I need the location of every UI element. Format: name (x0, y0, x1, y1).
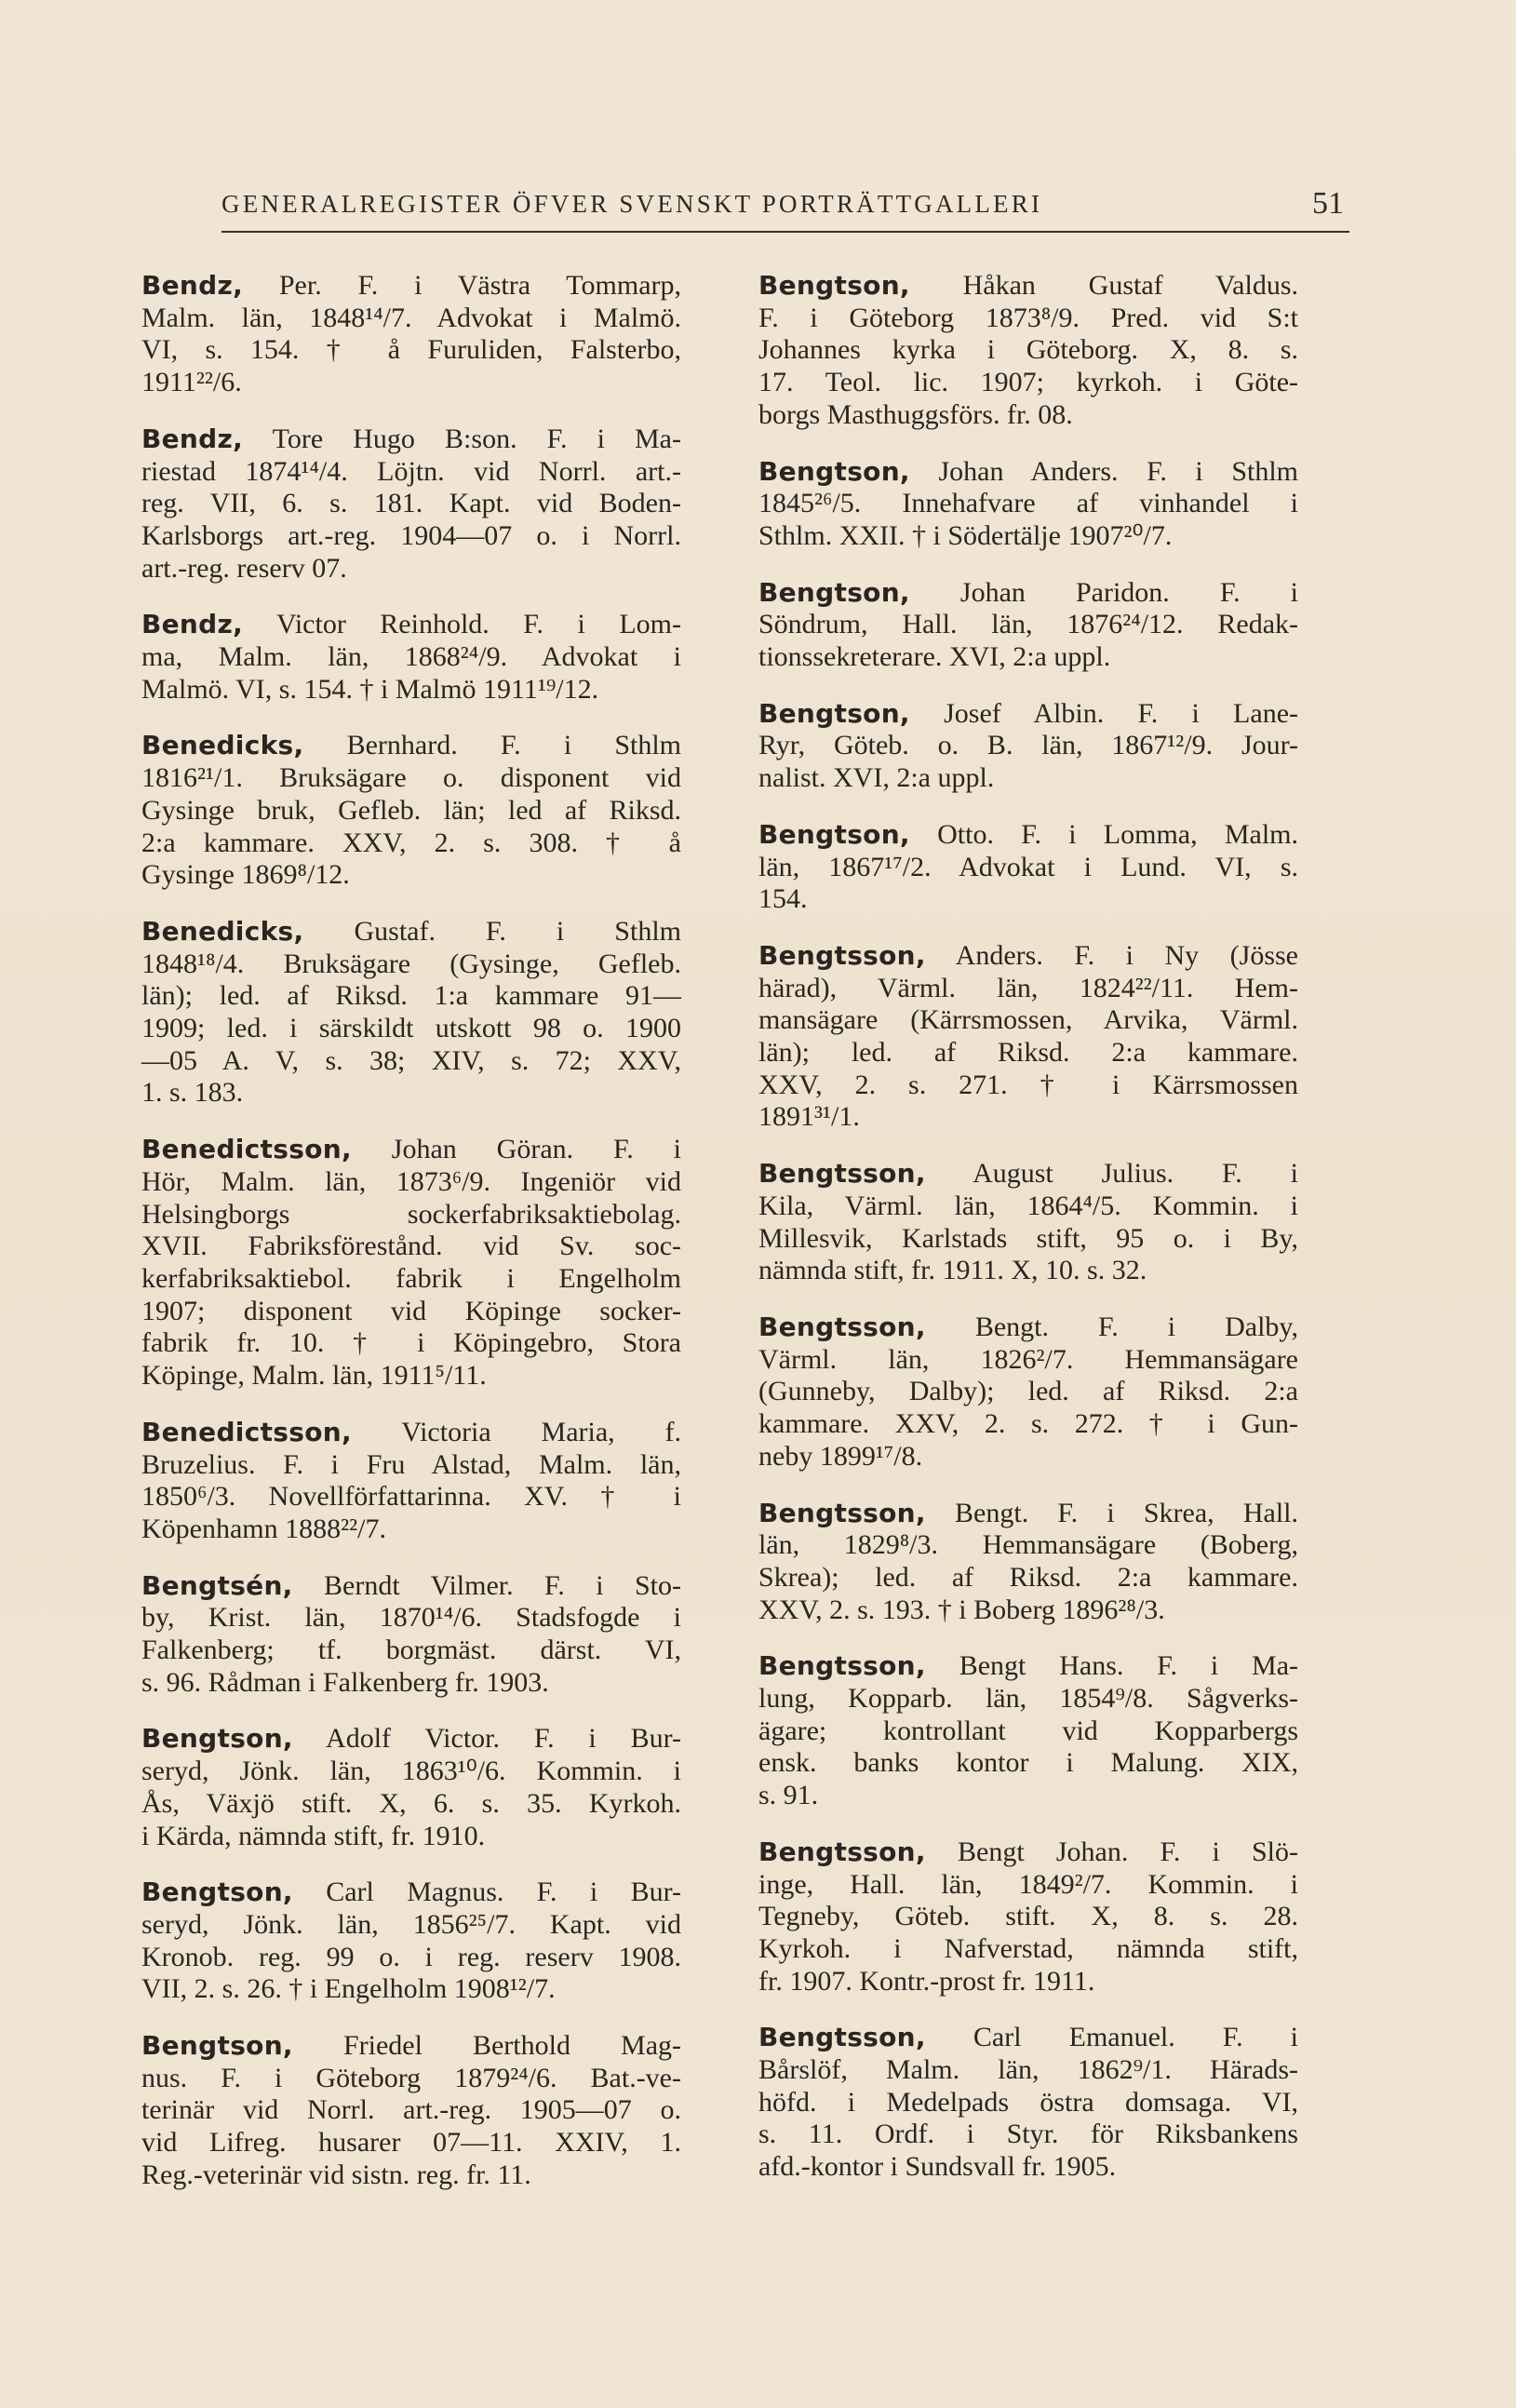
register-entry (141, 730, 681, 892)
entry-text: Bengt. F. i Dalby, (974, 1311, 1298, 1342)
entry-line: by, Krist. län, 1870¹⁴/6. Stadsfogde i (141, 1602, 681, 1634)
entry-line: ensk. banks kontor i Malung. XIX, (758, 1747, 1298, 1779)
entry-first-line (141, 916, 681, 948)
entry-first-line (141, 1877, 681, 1909)
entry-line: 1816²¹/1. Bruksägare o. disponent vid (141, 762, 681, 794)
register-entry (141, 1877, 681, 2006)
entry-text: Adolf Victor. F. i Bur- (326, 1723, 681, 1755)
entry-text: Per. F. i Västra Tommarp, (278, 270, 682, 301)
entry-line: 1845²⁶/5. Innehafvare af vinhandel i (758, 488, 1298, 519)
entry-line: Bruzelius. F. i Fru Alstad, Malm. län, (141, 1448, 681, 1480)
entry-line: Ryr, Göteb. o. B. län, 1867¹²/9. Jour- (758, 730, 1298, 761)
entry-text: Bengt Hans. F. i Ma- (959, 1650, 1299, 1682)
entry-line: i Kärda, nämnda stift, fr. 1910. (141, 1820, 486, 1851)
register-entry (758, 698, 1298, 795)
entry-first-line (758, 270, 1298, 303)
register-entry (141, 609, 681, 706)
entry-first-line (758, 456, 1298, 489)
entry-line: Gysinge 1869⁸/12. (141, 859, 350, 891)
entry-line: 1907; disponent vid Köpinge socker- (141, 1295, 681, 1326)
entry-first-line (758, 2022, 1298, 2054)
entry-line: Söndrum, Hall. län, 1876²⁴/12. Redak- (758, 609, 1298, 640)
entry-line: län); led. af Riksd. 1:a kammare 91— (141, 980, 681, 1012)
register-entry (758, 1312, 1298, 1473)
entry-surname: Bengtson, (141, 1877, 293, 1908)
entry-line: Karlsborgs art.-reg. 1904—07 o. i Norrl. (141, 519, 681, 551)
entry-line: seryd, Jönk. län, 1863¹⁰/6. Kommin. i (141, 1756, 681, 1787)
entry-line: Köpinge, Malm. län, 1911⁵/11. (141, 1360, 487, 1392)
header-title: GENERALREGISTER ÖFVER SVENSKT PORTRÄTTGALLERI (221, 190, 1043, 218)
register-entry (758, 1650, 1298, 1812)
entry-line: 2:a kammare. XXV, 2. s. 308. † å (141, 827, 681, 858)
register-entry (758, 270, 1298, 432)
entry-line: riestad 1874¹⁴/4. Löjtn. vid Norrl. art.- (141, 455, 681, 487)
entry-line: s. 91. (758, 1780, 819, 1811)
entry-text: Friedel Berthold Mag- (342, 2030, 681, 2062)
entry-line: 1. s. 183. (141, 1077, 244, 1109)
entry-surname: Bendz, (141, 270, 244, 301)
entry-first-line (141, 609, 681, 641)
entry-surname: Benedicks, (141, 915, 304, 947)
register-entry (141, 424, 681, 585)
entry-text: Bernhard. F. i Sthlm (346, 730, 682, 761)
entry-line: vid Lifreg. husarer 07—11. XXIV, 1. (141, 2127, 681, 2159)
register-entry (758, 940, 1298, 1134)
entry-line: terinär vid Norrl. art.-reg. 1905—07 o. (141, 2094, 681, 2126)
entry-line: mansägare (Kärrsmossen, Arvika, Värml. (758, 1004, 1298, 1036)
entry-text: Anders. F. i Ny (Jösse (955, 939, 1298, 971)
register-entry (141, 1723, 681, 1852)
entry-line: art.-reg. reserv 07. (141, 552, 347, 584)
entry-surname: Bendz, (141, 609, 244, 640)
entry-line: s. 11. Ordf. i Styr. för Riksbankens (758, 2119, 1298, 2150)
right-column (758, 270, 1298, 2184)
entry-text: August Julius. F. i (973, 1158, 1298, 1190)
entry-line: inge, Hall. län, 1849²/7. Kommin. i (758, 1868, 1298, 1900)
entry-first-line (758, 819, 1298, 852)
entry-surname: Benedictsson, (141, 1416, 352, 1447)
register-entry (758, 456, 1298, 553)
entry-line: Ås, Växjö stift. X, 6. s. 35. Kyrkoh. (141, 1787, 681, 1819)
entry-text: Håkan Gustaf Valdus. (962, 270, 1299, 301)
entry-surname: Bengtson, (758, 270, 910, 301)
entry-line: 154. (758, 883, 808, 915)
register-entry (141, 270, 681, 399)
entry-line: län); led. af Riksd. 2:a kammare. (758, 1037, 1298, 1069)
register-entry (758, 1836, 1298, 1998)
entry-line: borgs Masthuggsförs. fr. 08. (758, 398, 1073, 430)
entry-first-line (758, 1836, 1298, 1869)
entry-first-line (758, 1158, 1298, 1191)
entry-line: Skrea); led. af Riksd. 2:a kammare. (758, 1561, 1298, 1593)
entry-line: nalist. XVI, 2:a uppl. (758, 762, 995, 794)
entry-line: ägare; kontrollant vid Kopparbergs (758, 1715, 1298, 1746)
register-entry (758, 1158, 1298, 1287)
register-entry (141, 1570, 681, 1700)
entry-text: Victoria Maria, f. (401, 1416, 681, 1447)
entry-line: Sthlm. XXII. † i Södertälje 1907²⁰/7. (758, 519, 1173, 551)
entry-first-line (758, 1650, 1298, 1683)
entry-line: nus. F. i Göteborg 1879²⁴/6. Bat.-ve- (141, 2062, 681, 2093)
entry-line: seryd, Jönk. län, 1856²⁵/7. Kapt. vid (141, 1908, 681, 1940)
entry-line: tionssekreterare. XVI, 2:a uppl. (758, 641, 1111, 673)
entry-surname: Benedictsson, (141, 1134, 352, 1165)
entry-line: 1891³¹/1. (758, 1101, 860, 1133)
entry-first-line (141, 2030, 681, 2063)
entry-line: Gysinge bruk, Gefleb. län; led af Riksd. (141, 794, 681, 826)
entry-first-line (141, 424, 681, 456)
entry-line: Kyrkoh. i Nafverstad, nämnda stift, (758, 1932, 1298, 1964)
entry-line: nämnda stift, fr. 1911. X, 10. s. 32. (758, 1255, 1147, 1286)
entry-line: 17. Teol. lic. 1907; kyrkoh. i Göte- (758, 367, 1298, 398)
entry-line: Millesvik, Karlstads stift, 95 o. i By, (758, 1222, 1298, 1254)
entry-surname: Bengtson, (758, 697, 910, 729)
entry-line: Malmö. VI, s. 154. † i Malmö 1911¹⁹/12. (141, 673, 599, 705)
entry-line: reg. VII, 6. s. 181. Kapt. vid Boden- (141, 488, 681, 519)
entry-first-line (141, 1134, 681, 1166)
entry-line: län, 1829⁸/3. Hemmansägare (Boberg, (758, 1529, 1298, 1561)
entry-text: Tore Hugo B:son. F. i Ma- (272, 423, 681, 454)
entry-first-line (758, 1498, 1298, 1530)
entry-line: kammare. XXV, 2. s. 272. † i Gun- (758, 1408, 1298, 1440)
entry-line: neby 1899¹⁷/8. (758, 1440, 923, 1472)
entry-line: Köpenhamn 1888²²/7. (141, 1513, 386, 1544)
entry-line: fr. 1907. Kontr.-prost fr. 1911. (758, 1965, 1095, 1997)
entry-surname: Bengtson, (141, 1723, 293, 1755)
entry-line: län, 1867¹⁷/2. Advokat i Lund. VI, s. (758, 851, 1298, 882)
entry-text: Gustaf. F. i Sthlm (354, 915, 681, 947)
entry-line: XVII. Fabriksförestånd. vid Sv. soc- (141, 1231, 681, 1262)
entry-line: 1848¹⁸/4. Bruksägare (Gysinge, Gefleb. (141, 948, 681, 979)
entry-text: Johan Göran. F. i (391, 1134, 681, 1165)
entry-line: fabrik fr. 10. † i Köpingebro, Stora (141, 1327, 681, 1359)
left-column (141, 270, 681, 2192)
entry-first-line (758, 940, 1298, 973)
entry-line: Hör, Malm. län, 1873⁶/9. Ingeniör vid (141, 1165, 681, 1197)
entry-line: Reg.-veterinär vid sistn. reg. fr. 11. (141, 2159, 531, 2190)
entry-line: F. i Göteborg 1873⁸/9. Pred. vid S:t (758, 302, 1298, 333)
entry-line: XXV, 2. s. 193. † i Boberg 1896²⁸/3. (758, 1594, 1165, 1625)
entry-first-line (758, 577, 1298, 610)
entry-surname: Bengtson, (758, 455, 910, 487)
entry-text: Bengt Johan. F. i Slö- (958, 1836, 1299, 1867)
entry-text: Bengt. F. i Skrea, Hall. (955, 1497, 1299, 1528)
entry-line: Tegneby, Göteb. stift. X, 8. s. 28. (758, 1901, 1298, 1932)
entry-text: Victor Reinhold. F. i Lom- (275, 609, 681, 640)
register-entry (758, 1498, 1298, 1627)
entry-first-line (758, 1312, 1298, 1344)
entry-first-line (141, 730, 681, 762)
entry-surname: Bengtson, (141, 2030, 293, 2062)
entry-surname: Bengtsén, (141, 1569, 293, 1601)
entry-text: Josef Albin. F. i Lane- (944, 697, 1298, 729)
entry-line: kerfabriksaktiebol. fabrik i Engelholm (141, 1262, 681, 1294)
entry-surname: Bengtsson, (758, 1158, 926, 1190)
entry-line: (Gunneby, Dalby); led. af Riksd. 2:a (758, 1376, 1298, 1407)
entry-surname: Bendz, (141, 423, 244, 454)
entry-first-line (141, 270, 681, 303)
entry-line: ma, Malm. län, 1868²⁴/9. Advokat i (141, 641, 681, 673)
entry-text: Carl Magnus. F. i Bur- (326, 1877, 681, 1908)
entry-text: Carl Emanuel. F. i (973, 2022, 1298, 2053)
entry-first-line (141, 1723, 681, 1756)
entry-line: härad), Värml. län, 1824²²/11. Hem- (758, 972, 1298, 1003)
entry-first-line (758, 698, 1298, 731)
entry-surname: Bengtsson, (758, 939, 926, 971)
entry-line: VI, s. 154. † å Furuliden, Falsterbo, (141, 334, 681, 366)
entry-line: Värml. län, 1826²/7. Hemmansägare (758, 1343, 1298, 1375)
entry-line: afd.-kontor i Sundsvall fr. 1905. (758, 2151, 1117, 2183)
running-header (221, 184, 1349, 233)
entry-line: XXV, 2. s. 271. † i Kärrsmossen (758, 1069, 1298, 1100)
register-entry (758, 577, 1298, 674)
entry-line: Helsingborgs sockerfabriksaktiebolag. (141, 1198, 681, 1230)
entry-surname: Bengtsson, (758, 2022, 926, 2053)
entry-line: Kronob. reg. 99 o. i reg. reserv 1908. (141, 1941, 681, 1972)
entry-surname: Bengtson, (758, 818, 910, 850)
entry-text: Berndt Vilmer. F. i Sto- (324, 1569, 681, 1601)
entry-line: 1911²²/6. (141, 367, 242, 398)
entry-text: Otto. F. i Lomma, Malm. (937, 818, 1298, 850)
entry-line: —05 A. V, s. 38; XIV, s. 72; XXV, (141, 1044, 681, 1076)
entry-line: Falkenberg; tf. borgmäst. därst. VI, (141, 1634, 681, 1666)
entry-line: Johannes kyrka i Göteborg. X, 8. s. (758, 334, 1298, 366)
entry-line: s. 96. Rådman i Falkenberg fr. 1903. (141, 1666, 549, 1698)
entry-first-line (141, 1417, 681, 1449)
page-number: 51 (1312, 186, 1344, 221)
entry-surname: Bengtsson, (758, 1311, 926, 1342)
register-entry (758, 2022, 1298, 2184)
register-entry (141, 1417, 681, 1546)
register-entry (141, 2030, 681, 2192)
entry-line: Kila, Värml. län, 1864⁴/5. Kommin. i (758, 1190, 1298, 1221)
entry-text: Johan Paridon. F. i (959, 576, 1298, 608)
entry-line: lung, Kopparb. län, 1854⁹/8. Sågverks- (758, 1683, 1298, 1715)
entry-surname: Bengtsson, (758, 1650, 926, 1682)
register-entry (141, 1134, 681, 1392)
register-entry (758, 819, 1298, 916)
entry-line: Malm. län, 1848¹⁴/7. Advokat i Malmö. (141, 302, 681, 333)
entry-surname: Benedicks, (141, 730, 304, 761)
entry-line: 1850⁶/3. Novellförfattarinna. XV. † i (141, 1481, 681, 1513)
entry-line: höfd. i Medelpads östra domsaga. VI, (758, 2086, 1298, 2118)
entry-surname: Bengtsson, (758, 1497, 926, 1528)
entry-line: 1909; led. i särskildt utskott 98 o. 1900 (141, 1013, 681, 1044)
entry-line: Bårslöf, Malm. län, 1862⁹/1. Härads- (758, 2054, 1298, 2086)
register-entry (141, 916, 681, 1110)
entry-line: VII, 2. s. 26. † i Engelholm 1908¹²/7. (141, 1973, 556, 2005)
entry-first-line (141, 1570, 681, 1603)
entry-surname: Bengtsson, (758, 1836, 926, 1867)
entry-text: Johan Anders. F. i Sthlm (938, 455, 1299, 487)
entry-surname: Bengtson, (758, 576, 910, 608)
